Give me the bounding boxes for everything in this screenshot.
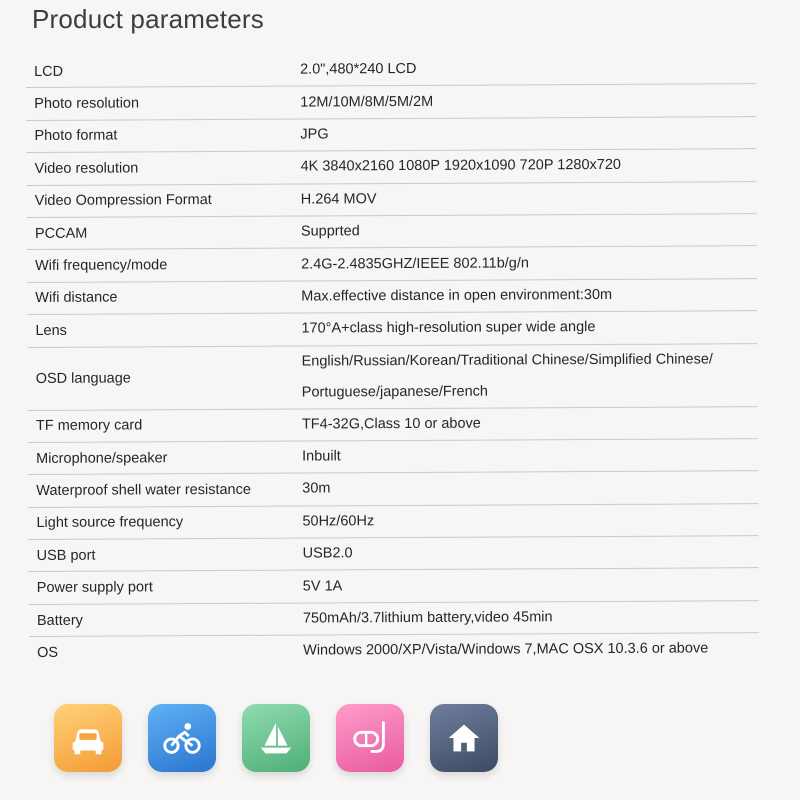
spec-row-light-frequency [28,504,758,540]
spec-value: Supprted [300,223,360,240]
spec-label: Wifi frequency/mode [35,257,168,274]
spec-value [288,344,758,408]
spec-label: Power supply port [36,579,153,597]
spec-row-osd-language [28,344,758,411]
spec-label: USB port [36,547,96,564]
spec-value: 750mAh/3.7lithium battery,video 45min [302,609,553,627]
spec-row-photo-resolution [26,85,756,121]
spec-label: Photo format [34,127,118,145]
spec-row-power-supply [29,569,759,605]
spec-row-os [29,633,759,668]
spec-row-video-compression [27,182,757,218]
sailboat-icon [242,704,310,772]
spec-label: OSD language [35,369,131,387]
bicycle-icon [148,704,216,772]
spec-table [26,52,759,668]
spec-row-photo-format [26,117,756,153]
spec-label: Waterproof shell water resistance [36,481,251,499]
spec-row-waterproof [28,471,758,507]
spec-value: TF4-32G,Class 10 or above [301,415,481,433]
spec-label: Video resolution [34,160,139,177]
spec-label: Video Oompression Format [34,192,212,210]
spec-label: OS [37,644,59,661]
spec-row-battery [29,601,759,637]
spec-label: Lens [35,322,67,339]
spec-row-pccam [27,214,757,250]
spec-row-wifi-distance [27,279,757,315]
spec-value: 5V 1A [302,578,343,595]
spec-row-lens [27,311,757,347]
snorkel-mask-icon [336,704,404,772]
usage-icons [54,704,514,778]
spec-value: Windows 2000/XP/Vista/Windows 7,MAC OSX 10.3.6 or above [303,640,709,659]
spec-label: Battery [36,612,83,629]
spec-row-usb-port [29,536,759,572]
spec-label: LCD [34,63,64,80]
spec-label: Photo resolution [34,95,140,113]
spec-value: H.264 MOV [300,190,377,208]
spec-value: JPG [300,126,329,143]
spec-value: Max.effective distance in open environment:30m [301,286,613,305]
spec-value: Inbuilt [302,448,341,465]
spec-value: 30m [302,480,331,498]
spec-label: TF memory card [35,417,143,435]
spec-row-microphone [28,439,758,475]
spec-row-lcd [26,52,756,88]
spec-value: 2.0",480*240 LCD [300,61,417,78]
spec-label: Wifi distance [35,289,118,307]
spec-value: 4K 3840x2160 1080P 1920x1090 720P 1280x720 [300,157,621,175]
spec-row-tf-card [28,407,758,443]
spec-value-line: Portuguese/japanese/French [301,383,489,401]
page-title: Product parameters [32,4,264,34]
spec-label: PCCAM [34,225,88,242]
spec-value: 12M/10M/8M/5M/2M [300,93,434,111]
spec-value: 170°A+class high-resolution super wide angle [301,319,596,337]
spec-value: USB2.0 [302,545,353,562]
house-icon [430,704,498,772]
spec-value: 2.4G-2.4835GHZ/IEEE 802.11b/g/n [301,254,529,273]
spec-row-wifi-frequency [27,247,757,283]
spec-value-line: English/Russian/Korean/Traditional Chinese/Simplified Chinese/ [301,350,713,370]
spec-value: 50Hz/60Hz [302,513,375,530]
spec-label: Light source frequency [36,514,184,532]
spec-row-video-resolution [27,149,757,185]
car-icon [54,704,122,772]
spec-label: Microphone/speaker [36,449,168,467]
